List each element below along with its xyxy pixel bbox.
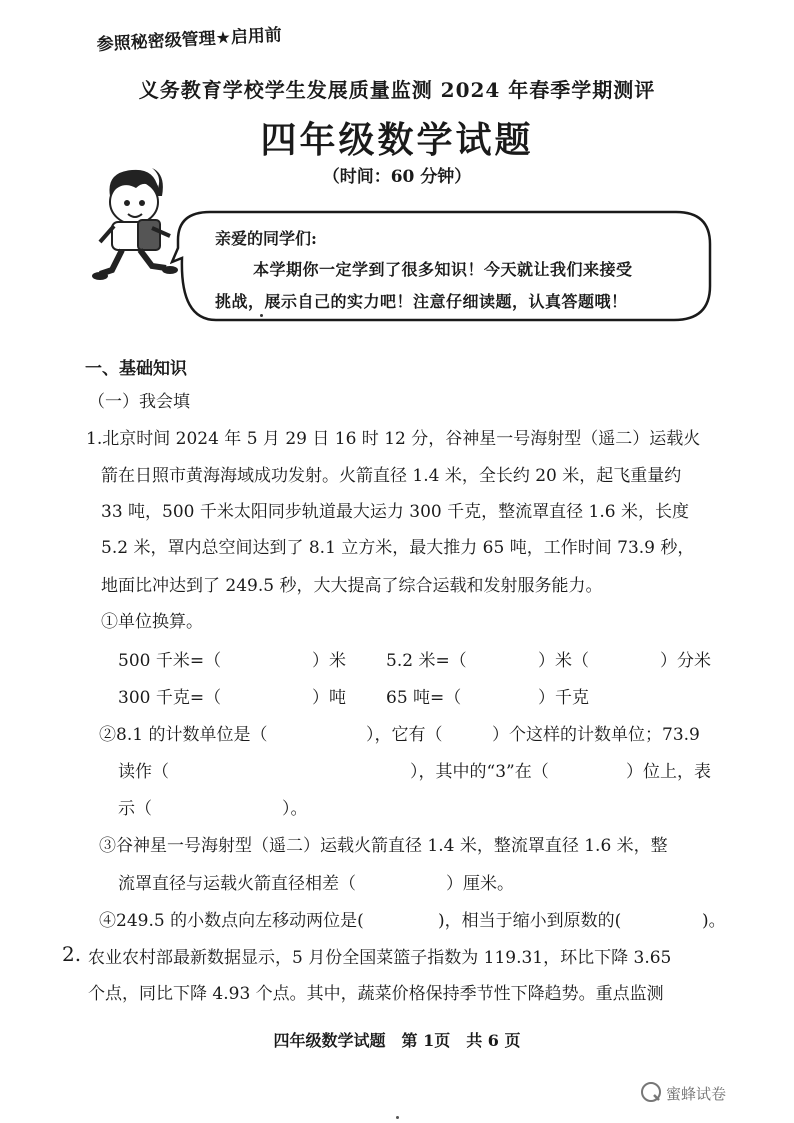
- conv-c-prefix: 300 千克=（: [118, 688, 222, 708]
- conv-b-mid: ）米（: [538, 651, 589, 671]
- q1-line-3: 33 吨，500 千米太阳同步轨道最大运力 300 千克，整流罩直径 1.6 米，长度: [101, 502, 689, 522]
- q1-part4-c: )。: [702, 911, 726, 931]
- q1-part1-label: ①单位换算。: [101, 612, 203, 632]
- q1-part3-line-1: ③谷神星一号海射型（遥二）运载火箭直径 1.4 米，整流罩直径 1.6 米，整: [99, 836, 668, 856]
- q1-line-5: 地面比冲达到了 249.5 秒，大大提高了综合运载和发射服务能力。: [101, 576, 603, 596]
- q1-part2-e: ），其中的“3”在（: [410, 762, 549, 782]
- bubble-line-2: 挑战，展示自己的实力吧！注意仔细读题，认真答题哦！: [215, 292, 628, 311]
- q1-part3-line-2b: ）厘米。: [446, 874, 514, 894]
- conv-a-prefix: 500 千米=（: [118, 651, 222, 671]
- student-mascot-illustration: [92, 166, 182, 284]
- q1-line-4: 5.2 米，罩内总空间达到了 8.1 立方米，最大推力 65 吨，工作时间 73.9 秒，: [101, 538, 695, 558]
- q1-part2-g: 示（: [118, 799, 152, 819]
- q1-part3-line-2a: 流罩直径与运载火箭直径相差（: [118, 874, 356, 894]
- q1-part2-c: ）个这样的计数单位；73.9: [492, 725, 700, 745]
- q2-number: 2.: [62, 942, 82, 966]
- q1-part4-b: )，相当于缩小到原数的(: [438, 911, 622, 931]
- bubble-line-1: 本学期你一定学到了很多知识！今天就让我们来接受: [253, 260, 633, 279]
- speck-bottom: [396, 1116, 399, 1119]
- bee-logo-icon: [640, 1081, 662, 1103]
- conv-a-suffix: ）米: [312, 651, 346, 671]
- confidential-mark: 参照秘密级管理★启用前: [96, 25, 283, 55]
- q1-part2-h: ）。: [282, 799, 308, 819]
- exam-duration: （时间：60 分钟）: [322, 167, 472, 187]
- page-title: 四年级数学试题: [260, 120, 534, 161]
- q1-line-1: 1.北京时间 2024 年 5 月 29 日 16 时 12 分，谷神星一号海射型（遥二）运载火: [86, 429, 701, 449]
- q1-part2-d: 读作（: [118, 762, 169, 782]
- q1-line-2: 箭在日照市黄海海域成功发射。火箭直径 1.4 米，全长约 20 米，起飞重量约: [101, 466, 682, 486]
- conv-b-prefix: 5.2 米=（: [386, 651, 467, 671]
- q1-part4-a: ④249.5 的小数点向左移动两位是(: [99, 911, 364, 931]
- exam-header: 义务教育学校学生发展质量监测 2024 年春季学期测评: [138, 78, 656, 102]
- conv-d-suffix: ）千克: [538, 688, 589, 708]
- subsection-title: （一）我会填: [88, 392, 190, 412]
- q2-line-2: 个点，同比下降 4.93 个点。其中，蔬菜价格保持季节性下降趋势。重点监测: [88, 984, 664, 1004]
- section-title: 一、基础知识: [85, 359, 187, 379]
- q1-part2-a: ②8.1 的计数单位是（: [99, 725, 268, 745]
- q1-part2-f: ）位上，表: [626, 762, 711, 782]
- watermark-text: 蜜蜂试卷: [666, 1085, 727, 1103]
- conv-b-suffix: ）分米: [660, 651, 711, 671]
- speck: [260, 314, 263, 317]
- page-footer: 四年级数学试题 第 1页 共 6 页: [273, 1031, 521, 1050]
- q1-part2-b: ），它有（: [366, 725, 443, 745]
- bubble-greeting: 亲爱的同学们:: [215, 229, 317, 248]
- conv-c-suffix: ）吨: [312, 688, 346, 708]
- q2-line-1: 农业农村部最新数据显示，5 月份全国菜篮子指数为 119.31，环比下降 3.65: [88, 948, 672, 968]
- conv-d-prefix: 65 吨=（: [386, 688, 462, 708]
